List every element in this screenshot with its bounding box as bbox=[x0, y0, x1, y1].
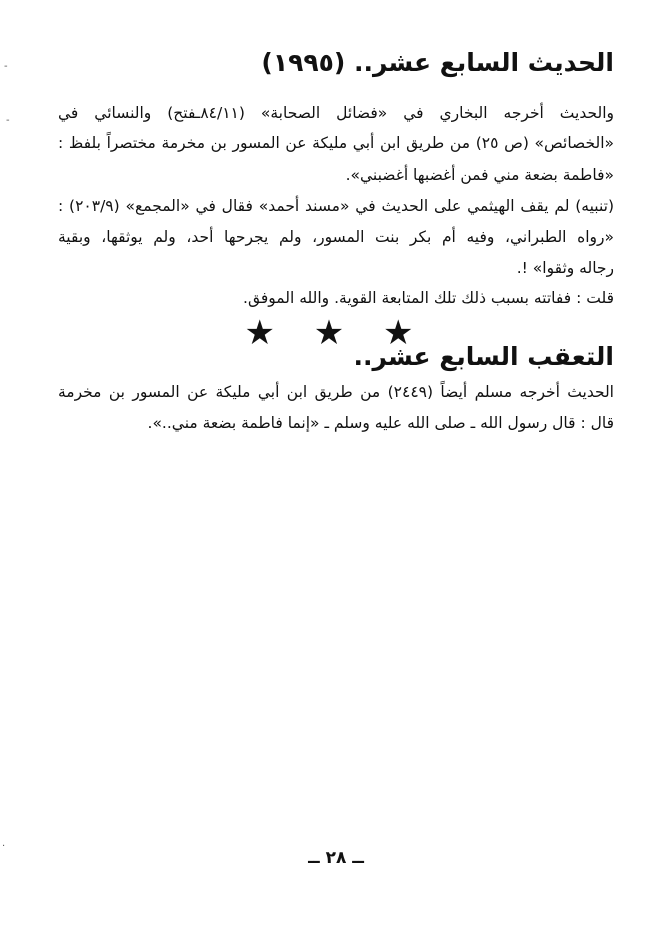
paragraph1-line3: «فاطمة بضعة مني فمن أغضبها أغضبني». bbox=[345, 166, 614, 184]
paragraph3-line: قلت : ففاتته بسبب ذلك تلك المتابعة القوية. والله الموفق. bbox=[243, 289, 614, 307]
section-heading-hadith: الحديث السابع عشر.. (١٩٩٥) bbox=[261, 48, 614, 77]
separator-stars: ★ ★ ★ bbox=[244, 313, 428, 353]
paragraph1-line1: والحديث أخرجه البخاري في «فضائل الصحابة» (٨٤/١١ـفتح) والنسائي في bbox=[58, 104, 614, 122]
margin-mark: · bbox=[2, 841, 6, 852]
page-number: ــ ٢٨ ــ bbox=[308, 848, 364, 868]
paragraph2-line3: رجاله وثقوا» !. bbox=[516, 259, 614, 277]
paragraph4-line1: الحديث أخرجه مسلم أيضاً (٢٤٤٩) من طريق ابن أبي مليكة عن المسور بن مخرمة bbox=[58, 383, 614, 401]
paragraph1-line2: «الخصائص» (ص ٢٥) من طريق ابن أبي مليكة عن المسور بن مخرمة مختصراً بلفظ : bbox=[58, 134, 615, 152]
margin-mark: - bbox=[4, 61, 8, 72]
paragraph4-line2: قال : قال رسول الله ـ صلى الله عليه وسلم ـ «إنما فاطمة بضعة مني..». bbox=[147, 414, 614, 432]
margin-mark: - bbox=[6, 115, 10, 126]
section-heading-critique: التعقب السابع عشر.. bbox=[353, 342, 614, 371]
paragraph2-line2: «رواه الطبراني، وفيه أم بكر بنت المسور، ولم يجرحها أحد، ولم يوثقها، وبقية bbox=[58, 228, 614, 246]
paragraph2-line1: (تنبيه) لم يقف الهيثمي على الحديث في «مسند أحمد» فقال في «المجمع» (٢٠٣/٩) : bbox=[58, 197, 615, 215]
